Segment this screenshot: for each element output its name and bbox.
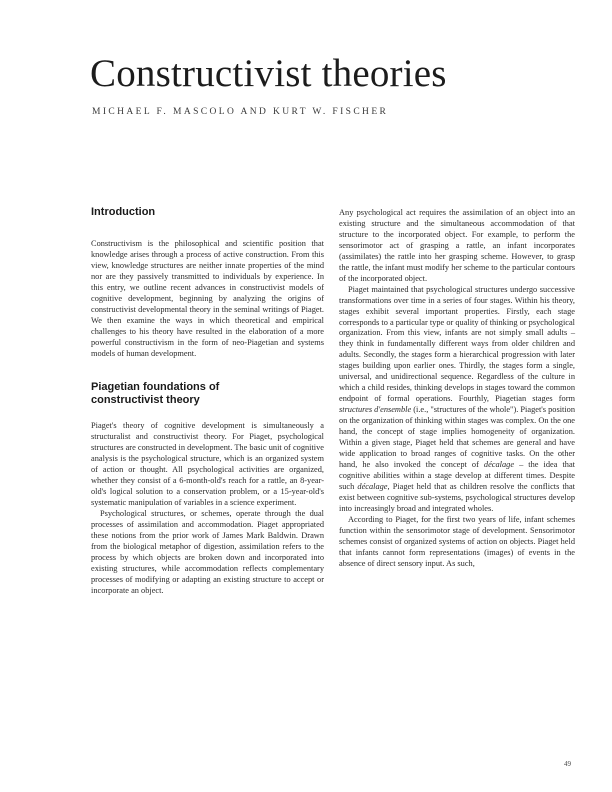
assimilation-paragraph: Any psychological act requires the assimilation of an object into an existing structure and the simultaneous accommodation of that structure to the incorporated object. For example, to perform the sensorimotor act of grasping a rattle, an infant incorporates (assimilates) the rattle into her grasping scheme. However, to grasp the rattle, the infant must modify her scheme to the particular contours of the incorporated object. xyxy=(339,208,575,283)
left-column xyxy=(91,206,324,597)
heading-line-2: constructivist theory xyxy=(91,394,200,407)
stages-text-b: (i.e., "structures of the whole"). Piaget's position on the organization of thinking within stages was complex. On the one hand, the concept of stage implies homogeneity of organization. Within a given stage, Piaget held that schemes are general and have wide application to broad ranges of cognitive tasks. On the other hand, he also invoked the concept of xyxy=(339,405,575,469)
piagetian-foundations-heading xyxy=(91,381,324,407)
term-structures-densemble: structures d'ensemble xyxy=(339,405,412,415)
article-authors: MICHAEL F. MASCOLO AND KURT W. FISCHER xyxy=(92,107,389,117)
piaget-paragraph-1: Piaget's theory of cognitive development is simultaneously a structuralist and constructivist theory. For Piaget, psychological structures are constructed in development. The basic unit of cognitive analysis is the psychological structure, which is an organized system of action or thought. All psychological activities are organized, whether they consist of a 6-month-old's reach for a rattle, an 8-year-old's logical solution to a conservation problem, or a 15-year-old's systematic manipulation of variables in a science experiment. xyxy=(91,421,324,508)
stages-paragraph xyxy=(339,285,575,515)
introduction-paragraph: Constructivism is the philosophical and scientific position that knowledge arises through a process of active construction. From this view, knowledge structures are neither innate properties of the mind nor are they passively transmitted to individuals by experience. In this entry, we outline recent advances in constructivist models of cognitive development, beginning by analyzing the origins of constructivist developmental theory in the seminal writings of Piaget. We then examine the ways in which theoretical and empirical challenges to his theory have resulted in the elaboration of a more powerful constructivism in the form of neo-Piagetian and systems models of human development. xyxy=(91,239,324,358)
introduction-heading: Introduction xyxy=(91,206,156,218)
article-title: Constructivist theories xyxy=(90,52,447,95)
piaget-paragraph-2: Psychological structures, or schemes, operate through the dual processes of assimilation and accommodation. Piaget appropriated these notions from the prior work of James Mark Baldwin. Drawn from the biological metaphor of digestion, assimilation refers to the process by which objects are broken down and incorporated into existing structures, while accommodation reflects complementary processes of modifying or adapting an existing structure to accept or incorporate an object. xyxy=(91,509,324,595)
heading-line-1: Piagetian foundations of xyxy=(91,381,220,394)
stages-text-d: , Piaget held that as children resolve the conflicts that exist between cognitive sub-systems, psychological structures develop into increasingly broad and integrated wholes. xyxy=(339,481,575,513)
stages-text-a: Piaget maintained that psychological structures undergo successive transformations over time in a series of four stages. Within his theory, stages exhibit several important properties. Firstly, each stage corresponds to a particular type or quality of thinking or psychological organization. From this view, infants are not simply small adults – they think in fundamentally different ways from older children and adults. Secondly, the stages form a hierarchical progression with later stages building upon earlier ones. Thirdly, the stages form a single, universal, and unidirectional sequence. Regardless of the culture in which a child resides, thinking develops in stages toward the common endpoint of formal operations. Fourthly, Piagetian stages form xyxy=(339,284,575,404)
stages-text-c: – the idea that cognitive abilities within a stage develop at different times. Despite such xyxy=(339,459,575,491)
term-decalage-2: décalage xyxy=(357,481,388,491)
right-column xyxy=(339,208,575,569)
sensorimotor-paragraph: According to Piaget, for the first two years of life, infant schemes function within the sensorimotor stage of development. Sensorimotor schemes consist of organized systems of action on objects. Piaget held that infants cannot form representations (images) of events in the absence of direct sensory input. As such, xyxy=(339,514,575,568)
page-number: 49 xyxy=(564,760,571,768)
term-decalage: décalage xyxy=(483,459,515,469)
